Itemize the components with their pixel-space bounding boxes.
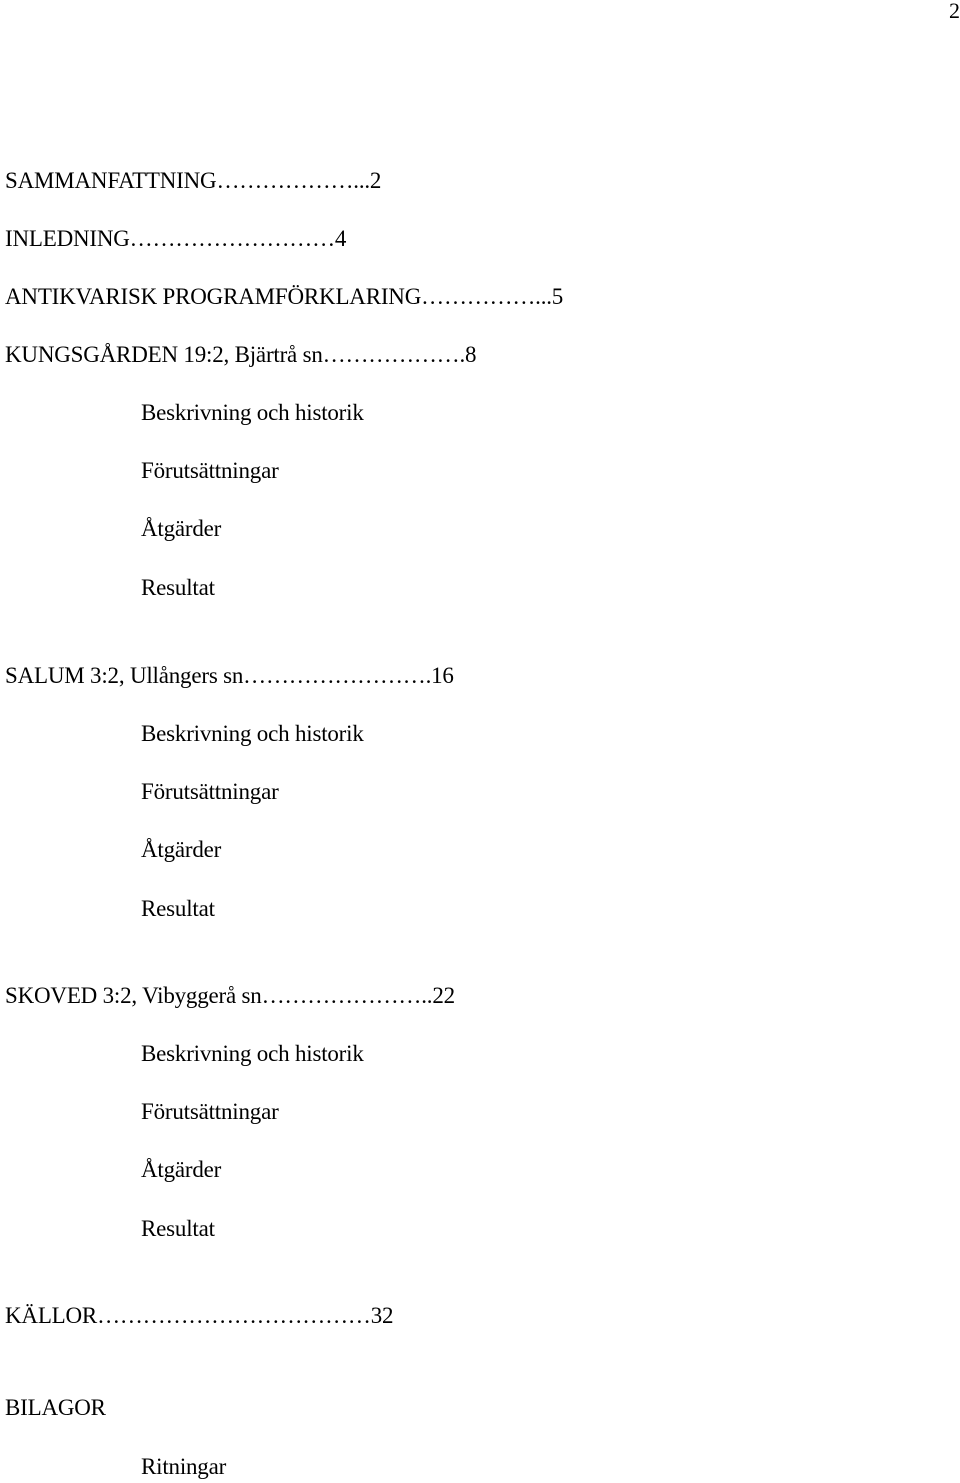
toc-entry-title: ANTIKVARISK PROGRAMFÖRKLARING (5, 284, 422, 309)
toc-entry-kungsgarden[interactable] (5, 341, 476, 369)
toc-leader: ……………………. (243, 663, 432, 688)
toc-leader: ……………………………… (97, 1303, 371, 1328)
page-number: 2 (949, 0, 960, 23)
toc-subentry[interactable]: Resultat (141, 575, 215, 600)
toc-subentry[interactable]: Beskrivning och historik (141, 1041, 364, 1066)
toc-entry-title: KUNGSGÅRDEN 19:2, Bjärtrå sn (5, 342, 323, 367)
toc-leader: ………………. (322, 342, 466, 367)
toc-page-number: 5 (551, 284, 564, 309)
toc-leader: ………………... (216, 168, 370, 193)
toc-entry-inledning[interactable] (5, 225, 346, 253)
toc-entry-sammanfattning[interactable] (5, 167, 381, 195)
toc-entry-title: SAMMANFATTNING (5, 168, 217, 193)
toc-subentry[interactable]: Åtgärder (141, 837, 222, 862)
toc-page-number: 2 (369, 168, 382, 193)
toc-page-number: 32 (370, 1303, 394, 1328)
toc-subentry[interactable]: Åtgärder (141, 1157, 222, 1182)
toc-entry-bilagor[interactable] (5, 1394, 106, 1422)
toc-entry-salum[interactable] (5, 662, 454, 690)
toc-subentry[interactable]: Förutsättningar (141, 779, 279, 804)
toc-page-number: 22 (432, 983, 455, 1008)
toc-entry-title: SALUM 3:2, Ullångers sn (5, 663, 244, 688)
toc-entry-kallor[interactable] (5, 1302, 393, 1330)
toc-subentry[interactable]: Förutsättningar (141, 458, 279, 483)
toc-page-number: 16 (431, 663, 454, 688)
toc-subentry[interactable]: Beskrivning och historik (141, 400, 364, 425)
toc-subentry[interactable]: Resultat (141, 1216, 215, 1241)
toc-subentry[interactable]: Förutsättningar (141, 1099, 279, 1124)
toc-leader: ……………………… (129, 226, 335, 251)
toc-entry-title: SKOVED 3:2, Vibyggerå sn (5, 983, 262, 1008)
toc-entry-antikvarisk[interactable] (5, 283, 563, 311)
toc-subentry[interactable]: Åtgärder (141, 516, 222, 541)
toc-leader: ……………... (421, 284, 552, 309)
toc-entry-title: KÄLLOR (5, 1303, 98, 1328)
toc-subentry[interactable]: Ritningar (141, 1454, 227, 1479)
toc-page-number: 8 (465, 342, 477, 367)
toc-subentry[interactable]: Resultat (141, 896, 215, 921)
toc-page-number: 4 (334, 226, 347, 251)
toc-leader: ………………….. (261, 983, 433, 1008)
toc-entry-title: BILAGOR (5, 1395, 106, 1420)
toc-entry-title: INLEDNING (5, 226, 130, 251)
toc-subentry[interactable]: Beskrivning och historik (141, 721, 364, 746)
toc-entry-skoved[interactable] (5, 982, 455, 1010)
